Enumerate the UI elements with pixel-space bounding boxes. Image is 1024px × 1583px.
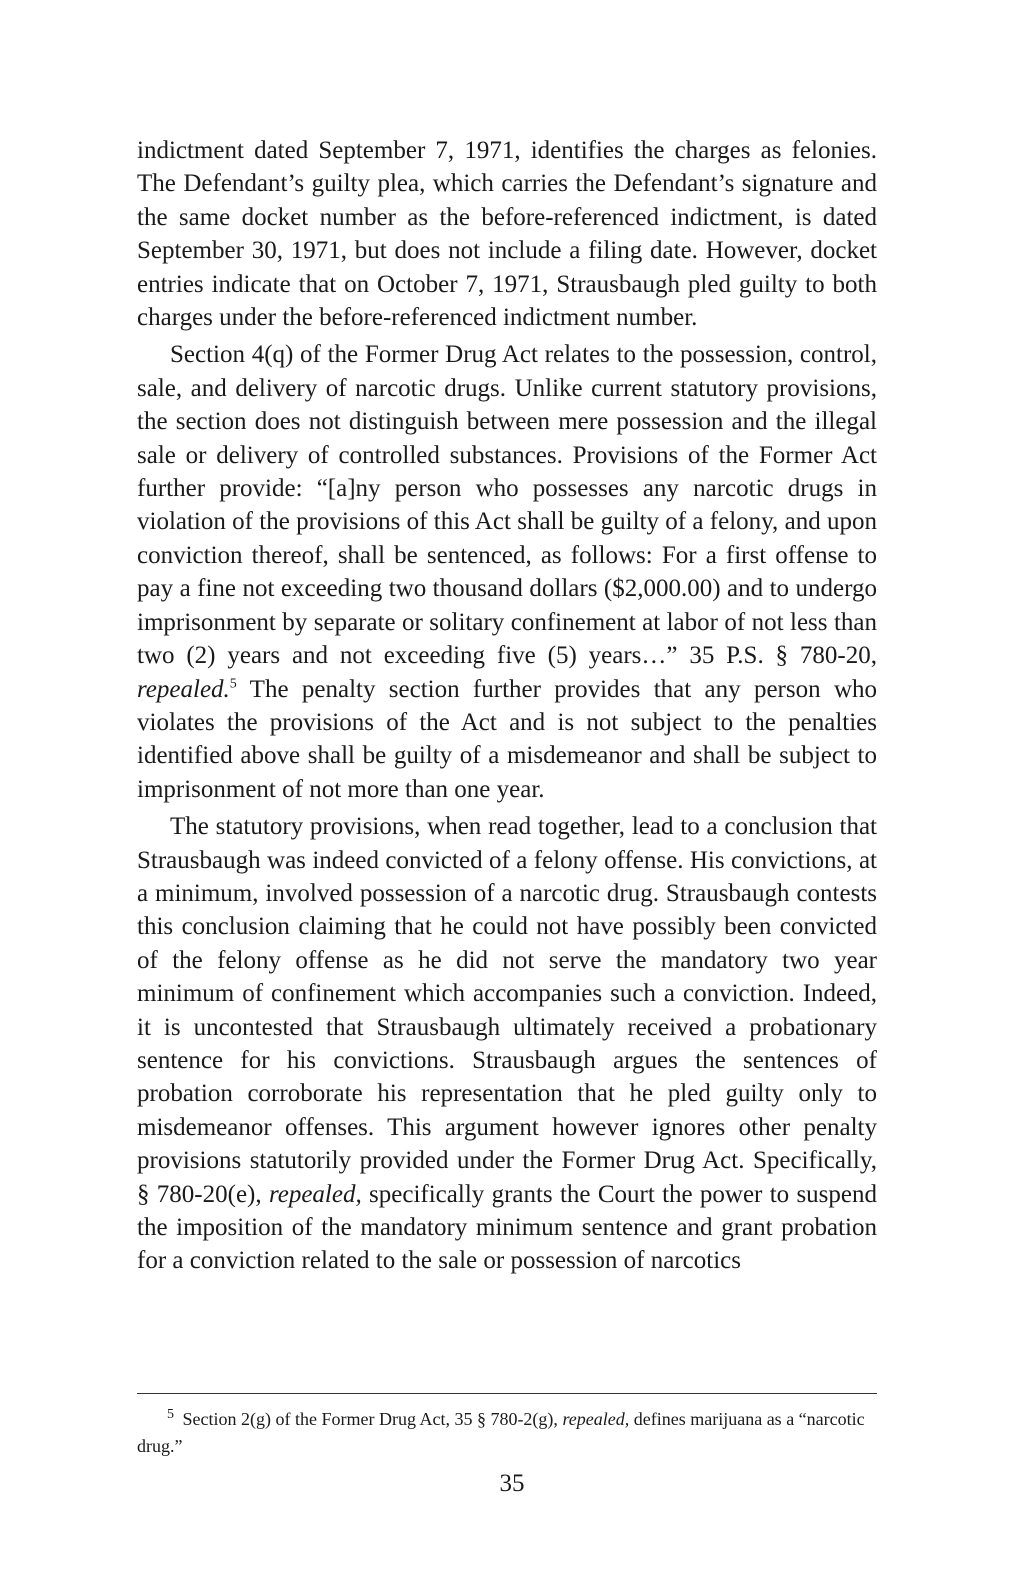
footnote xyxy=(137,1406,877,1460)
paragraph-text: The statutory provisions, when read together, lead to a conclusion that Strausbaugh was indeed convicted of a felony offense. His convictions, at a minimum, involved possession of a narcotic drug. Strausbaugh contests this conclusion claiming that he could not have possibly been convicted of the felony offense as he did not serve the mandatory two year minimum of confinement which accompanies such a conviction. Indeed, it is uncontested that Strausbaugh ultimately received a probationary sentence for his convictions. Strausbaugh argues the sentences of probation corroborate his representation that he pled guilty only to misdemeanor offenses. This argument however ignores other penalty provisions statutorily provided under the Former Drug Act. Specifically, § 780-20(e), xyxy=(137,813,877,1208)
footnote-text: defines marijuana as a “narcotic drug.” xyxy=(137,1409,865,1456)
paragraph-text: Section 4(q) of the Former Drug Act relates to the possession, control, sale, and delivery of narcotic drugs. Unlike current statutory provisions, the section does not distinguish between mere possession and the illegal sale or delivery of controlled substances. Provisions of the Former Act further provide: “[a]ny person who possesses any narcotic drugs in violation of the provisions of this Act shall be guilty of a felony, and upon conviction thereof, shall be sentenced, as follows: For a first offense to pay a fine not exceeding two thousand dollars ($2,000.00) and to undergo imprisonment by separate or solitary confinement at labor of not less than two (2) years and not exceeding five (5) years…” 35 P.S. § 780-20, xyxy=(137,341,877,670)
footnote-text: Section 2(g) of the Former Drug Act, 35 § 780-2(g), xyxy=(182,1409,563,1429)
footnote-reference: 5 xyxy=(229,676,237,692)
paragraph xyxy=(137,810,877,1278)
paragraph-text: indictment dated September 7, 1971, identifies the charges as felonies. The Defendant’s guilty plea, which carries the Defendant’s signature and the same docket number as the before-referenced indictment, is dated September 30, 1971, but does not include a filing date. However, docket entries indicate that on October 7, 1971, Strausbaugh pled guilty to both charges under the before-referenced indictment number. xyxy=(137,137,877,332)
italic-text: repealed, xyxy=(268,1180,362,1208)
footnote-marker: 5 xyxy=(167,1407,174,1422)
italic-text: repealed. xyxy=(137,675,230,703)
paragraph xyxy=(137,338,877,806)
body-text xyxy=(137,134,877,1278)
paragraph-text: The penalty section further provides that any person who violates the provisions of the Act and is not subject to the penalties identified above shall be guilty of a misdemeanor and shall be subject to imprisonment of not more than one year. xyxy=(137,675,877,803)
footnote-italic-text: repealed, xyxy=(562,1409,630,1429)
page-number: 35 xyxy=(499,1470,525,1497)
paragraph-text: specifically grants the Court the power to suspend the imposition of the mandatory minimum sentence and grant probation for a conviction related to the sale or possession of narcotics xyxy=(137,1180,877,1275)
paragraph xyxy=(137,134,877,334)
footnote-divider xyxy=(137,1393,877,1394)
